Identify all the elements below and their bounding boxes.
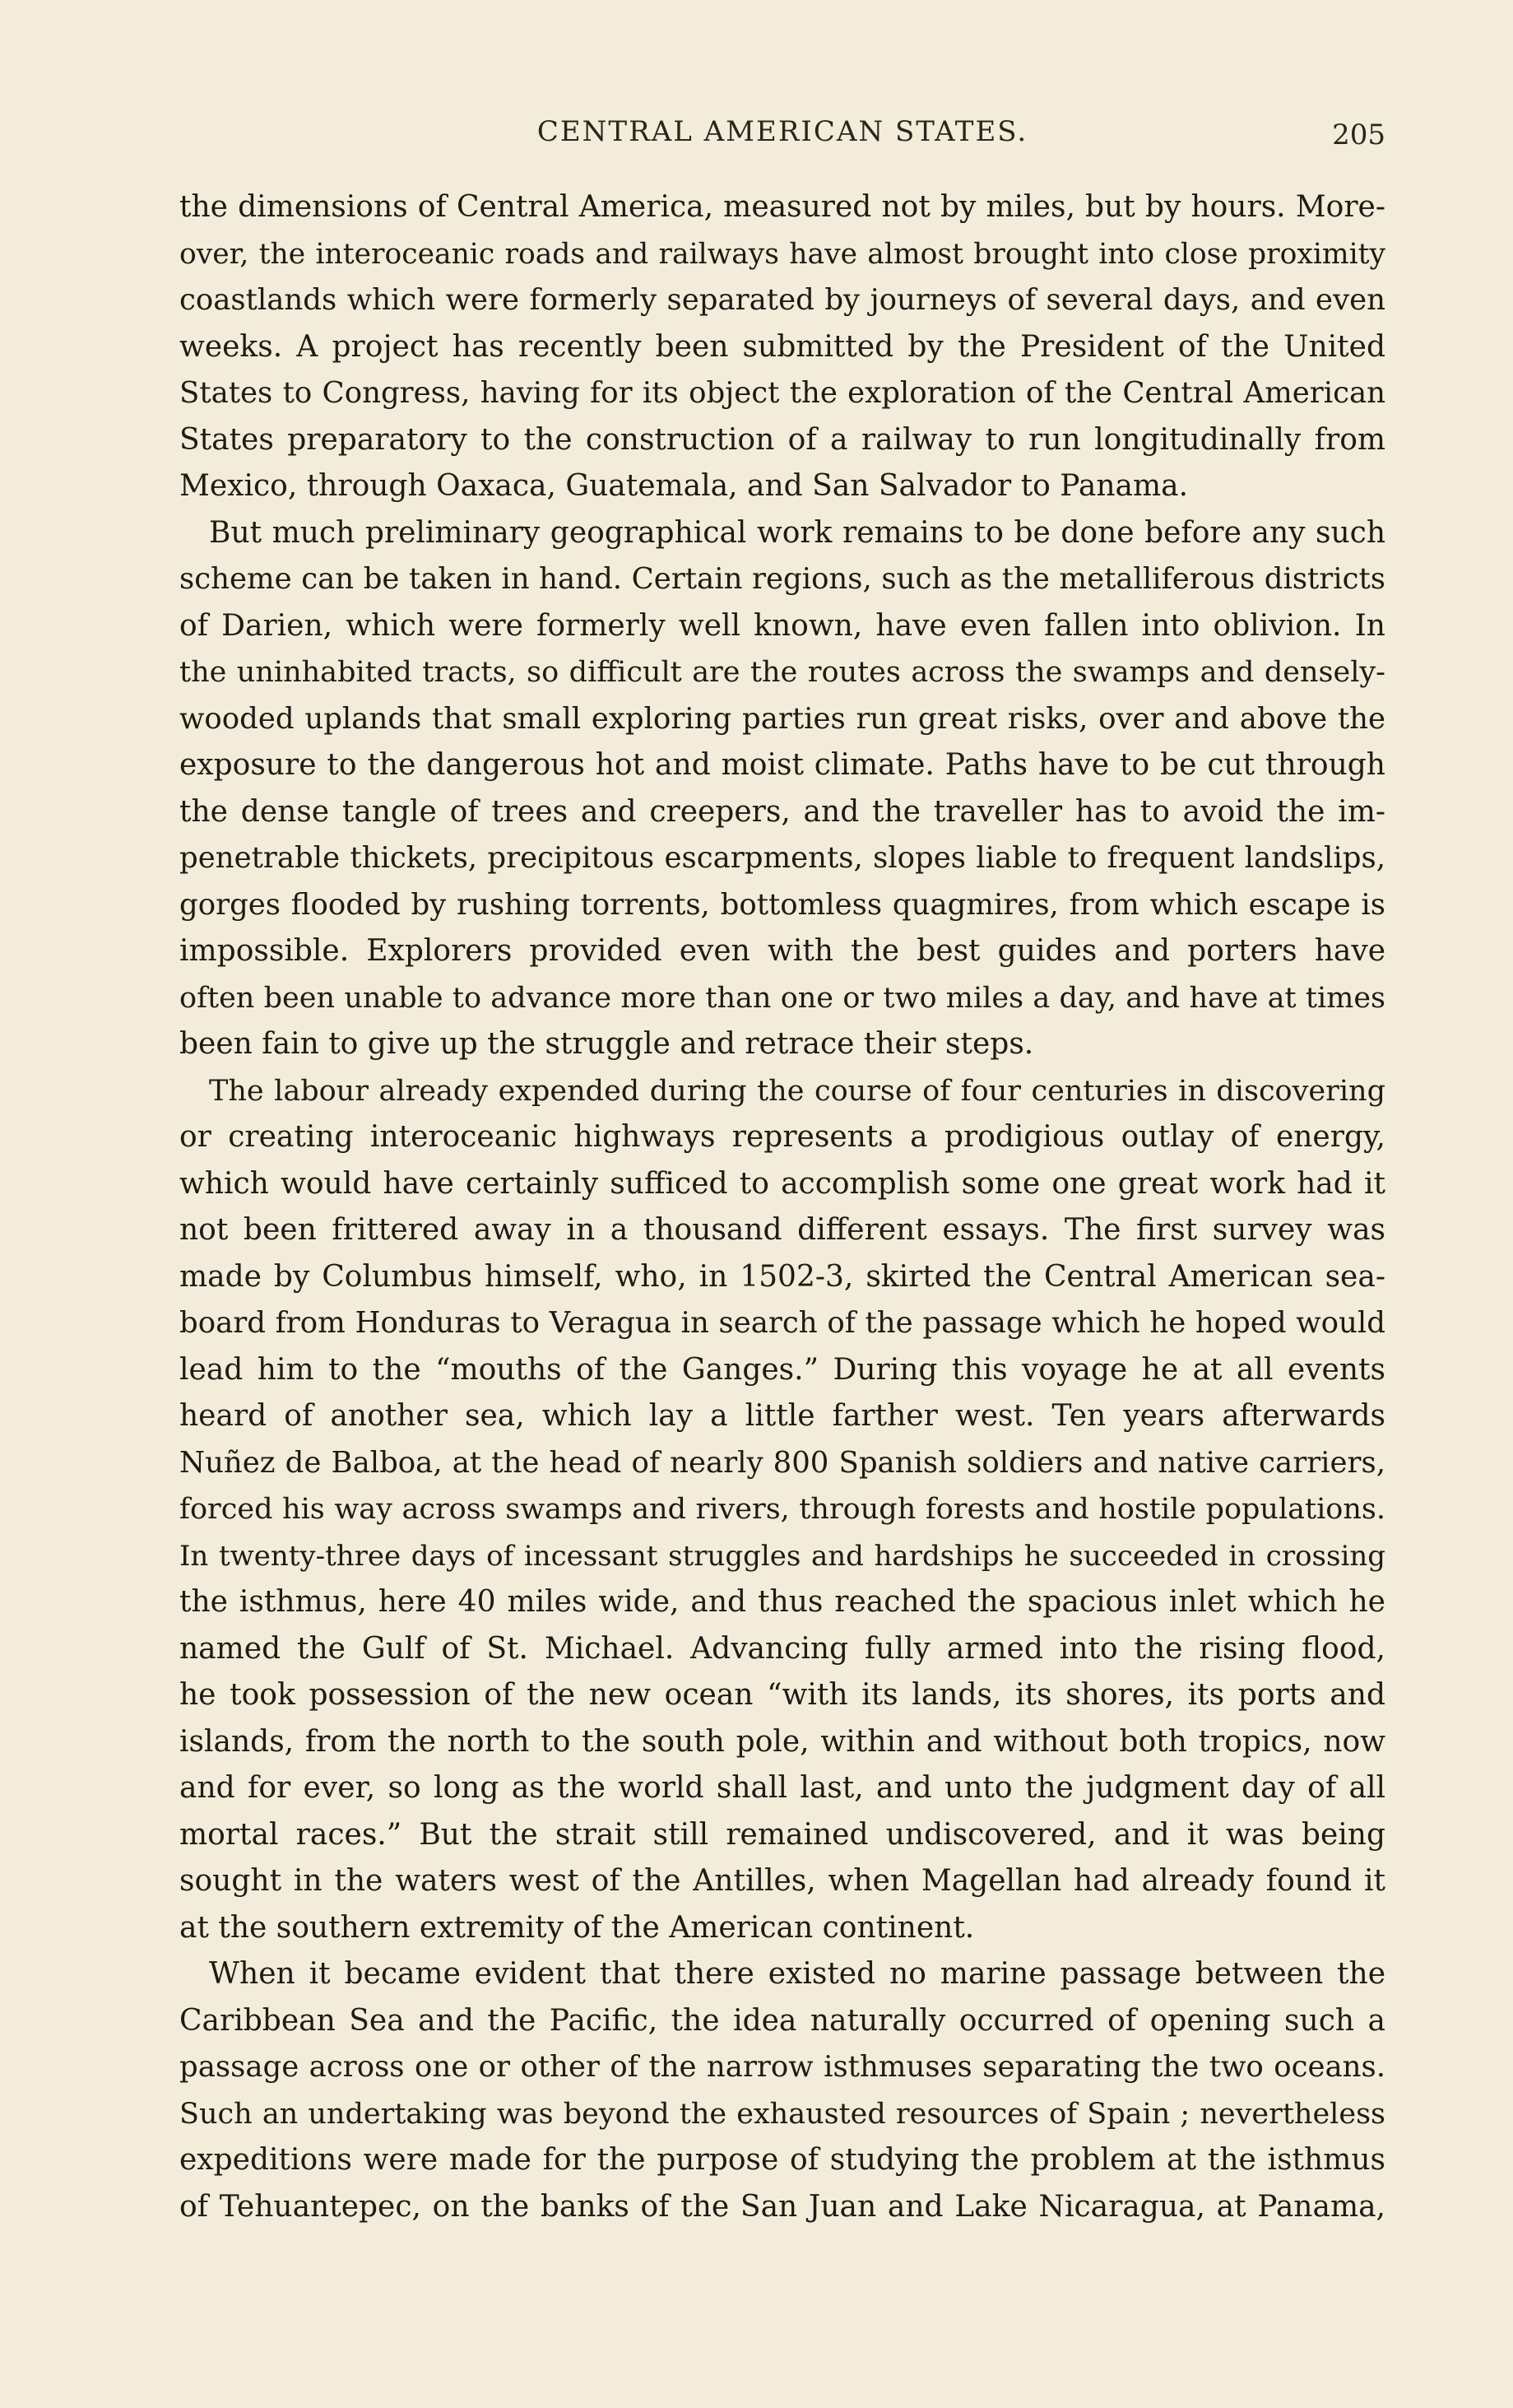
text-line: States to Congress, having for its object the exploration of the Central American: [179, 376, 1385, 410]
text-line: heard of another sea, which lay a little farther west. Ten years afterwards: [179, 1399, 1385, 1433]
text-line: been fain to give up the struggle and retrace their steps.: [179, 1027, 1034, 1061]
text-line: mortal races.” But the strait still remained undiscovered, and it was being: [179, 1817, 1385, 1852]
text-line: or creating interoceanic highways represents a prodigious outlay of energy,: [179, 1120, 1385, 1154]
text-line: But much preliminary geographical work remains to be done before any such: [209, 515, 1385, 550]
text-line: wooded uplands that small exploring parties run great risks, over and above the: [179, 701, 1385, 736]
text-line: not been frittered away in a thousand different essays. The first survey was: [179, 1213, 1385, 1247]
running-head: [179, 115, 1385, 156]
text-line: sought in the waters west of the Antilles, when Magellan had already found it: [179, 1864, 1385, 1898]
text-line: Mexico, through Oaxaca, Guatemala, and San Salvador to Panama.: [179, 469, 1189, 503]
running-title: CENTRAL AMERICAN STATES.: [536, 115, 1028, 148]
body-text: [179, 184, 1385, 2230]
text-line: of Tehuantepec, on the banks of the San Juan and Lake Nicaragua, at Panama,: [179, 2189, 1385, 2224]
text-line: In twenty-three days of incessant struggles and hardships he succeeded in crossing: [179, 1539, 1385, 1573]
text-line: the dimensions of Central America, measured not by miles, but by hours. More-: [179, 190, 1385, 224]
text-line: gorges flooded by rushing torrents, bottomless quagmires, from which escape is: [179, 887, 1385, 922]
page-number: 205: [1332, 119, 1385, 151]
text-line: penetrable thickets, precipitous escarpments, slopes liable to frequent landslips,: [179, 841, 1385, 875]
text-line: passage across one or other of the narrow isthmuses separating the two oceans.: [179, 2050, 1385, 2084]
text-line: Caribbean Sea and the Pacific, the idea naturally occurred of opening such a: [179, 2003, 1385, 2038]
text-line: of Darien, which were formerly well known, have even fallen into oblivion. In: [179, 608, 1385, 643]
text-line: islands, from the north to the south pole, within and without both tropics, now: [179, 1724, 1385, 1759]
text-line: weeks. A project has recently been submitted by the President of the United: [179, 329, 1385, 364]
text-line: at the southern extremity of the American continent.: [179, 1910, 975, 1945]
text-line: made by Columbus himself, who, in 1502-3, skirted the Central American sea-: [179, 1259, 1385, 1294]
text-line: the dense tangle of trees and creepers, and the traveller has to avoid the im-: [179, 794, 1385, 829]
text-line: Such an undertaking was beyond the exhausted resources of Spain ; nevertheless: [179, 2097, 1385, 2131]
text-line: exposure to the dangerous hot and moist climate. Paths have to be cut through: [179, 748, 1385, 782]
text-line: the isthmus, here 40 miles wide, and thus reached the spacious inlet which he: [179, 1585, 1385, 1619]
text-line: When it became evident that there existed no marine passage between the: [209, 1957, 1385, 1991]
text-line: forced his way across swamps and rivers, through forests and hostile populations.: [179, 1493, 1385, 1526]
text-line: scheme can be taken in hand. Certain regions, such as the metalliferous districts: [179, 562, 1385, 596]
text-line: board from Honduras to Veragua in search of the passage which he hoped would: [179, 1306, 1385, 1340]
text-line: lead him to the “mouths of the Ganges.” During this voyage he at all events: [179, 1352, 1385, 1387]
text-line: which would have certainly sufficed to accomplish some one great work had it: [179, 1166, 1385, 1201]
text-line: he took possession of the new ocean “with its lands, its shores, its ports and: [179, 1678, 1385, 1712]
text-line: expeditions were made for the purpose of studying the problem at the isthmus: [179, 2143, 1385, 2177]
text-line: States preparatory to the construction of a railway to run longitudinally from: [179, 422, 1385, 457]
text-line: over, the interoceanic roads and railways have almost brought into close proximity: [179, 237, 1385, 271]
text-line: often been unable to advance more than one or two miles a day, and have at times: [179, 981, 1385, 1015]
text-line: named the Gulf of St. Michael. Advancing fully armed into the rising flood,: [179, 1631, 1385, 1666]
text-line: coastlands which were formerly separated by journeys of several days, and even: [179, 283, 1385, 317]
text-line: Nuñez de Balboa, at the head of nearly 800 Spanish soldiers and native carriers,: [179, 1445, 1385, 1480]
text-line: impossible. Explorers provided even with the best guides and porters have: [179, 934, 1385, 968]
text-line: the uninhabited tracts, so difficult are the routes across the swamps and densely-: [179, 656, 1385, 689]
text-line: and for ever, so long as the world shall last, and unto the judgment day of all: [179, 1771, 1385, 1805]
text-line: The labour already expended during the course of four centuries in discovering: [209, 1074, 1385, 1108]
